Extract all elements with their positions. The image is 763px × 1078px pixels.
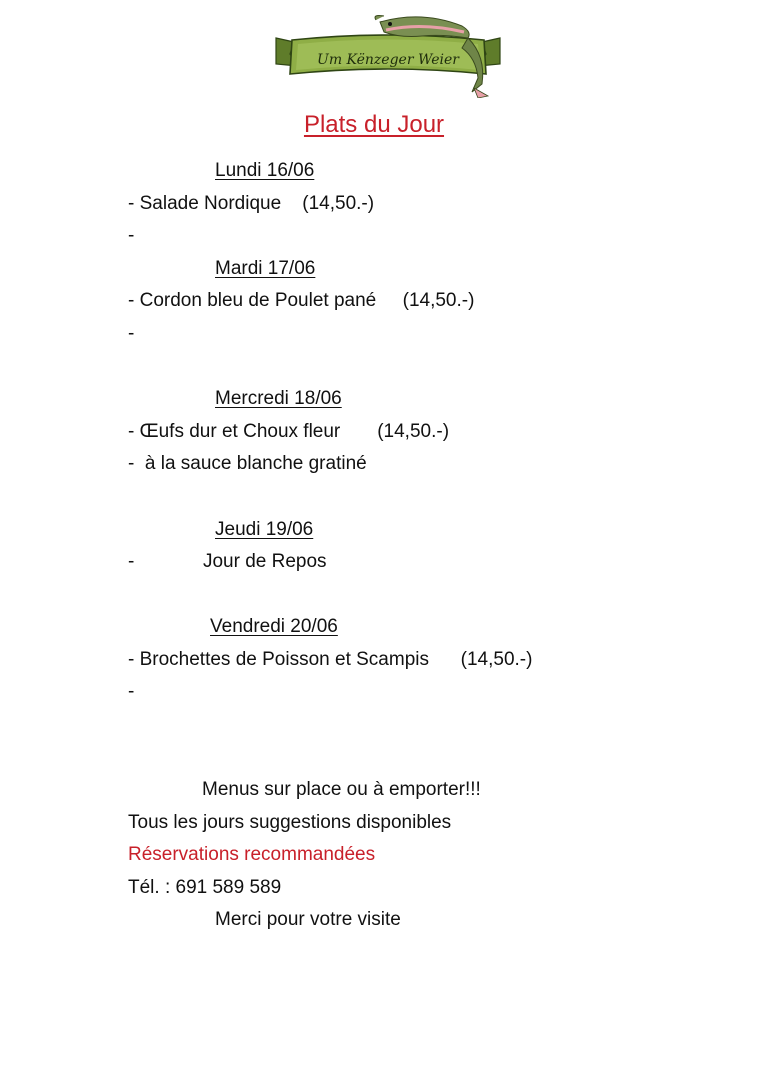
menu-item: -: [128, 681, 135, 702]
day-heading-monday: Lundi 16/06: [215, 160, 315, 181]
thanks-note: Merci pour votre visite: [215, 909, 401, 930]
reservations-note: Réservations recommandées: [128, 844, 376, 865]
menus-note: Menus sur place ou à emporter!!!: [202, 779, 481, 800]
logo-text: Um Kënzeger Weier: [317, 52, 459, 68]
day-heading-wednesday: Mercredi 18/06: [215, 388, 342, 409]
menu-item: -: [128, 225, 135, 246]
menu-item: - Jour de Repos: [128, 551, 327, 572]
day-heading-thursday: Jeudi 19/06: [215, 519, 314, 540]
menu-item: - Cordon bleu de Poulet pané (14,50.-): [128, 290, 475, 311]
day-heading-friday: Vendredi 20/06: [210, 616, 338, 637]
menu-item: -: [128, 323, 135, 344]
menu-item: - à la sauce blanche gratiné: [128, 453, 367, 474]
page-title: Plats du Jour: [303, 111, 445, 138]
restaurant-logo: [272, 8, 504, 98]
suggestions-note: Tous les jours suggestions disponibles: [128, 812, 452, 833]
day-heading-tuesday: Mardi 17/06: [215, 258, 316, 279]
menu-item: - Salade Nordique (14,50.-): [128, 193, 375, 214]
menu-item: - Brochettes de Poisson et Scampis (14,50.-): [128, 649, 533, 670]
menu-item: - Œufs dur et Choux fleur (14,50.-): [128, 421, 450, 442]
phone-number: Tél. : 691 589 589: [128, 877, 282, 898]
